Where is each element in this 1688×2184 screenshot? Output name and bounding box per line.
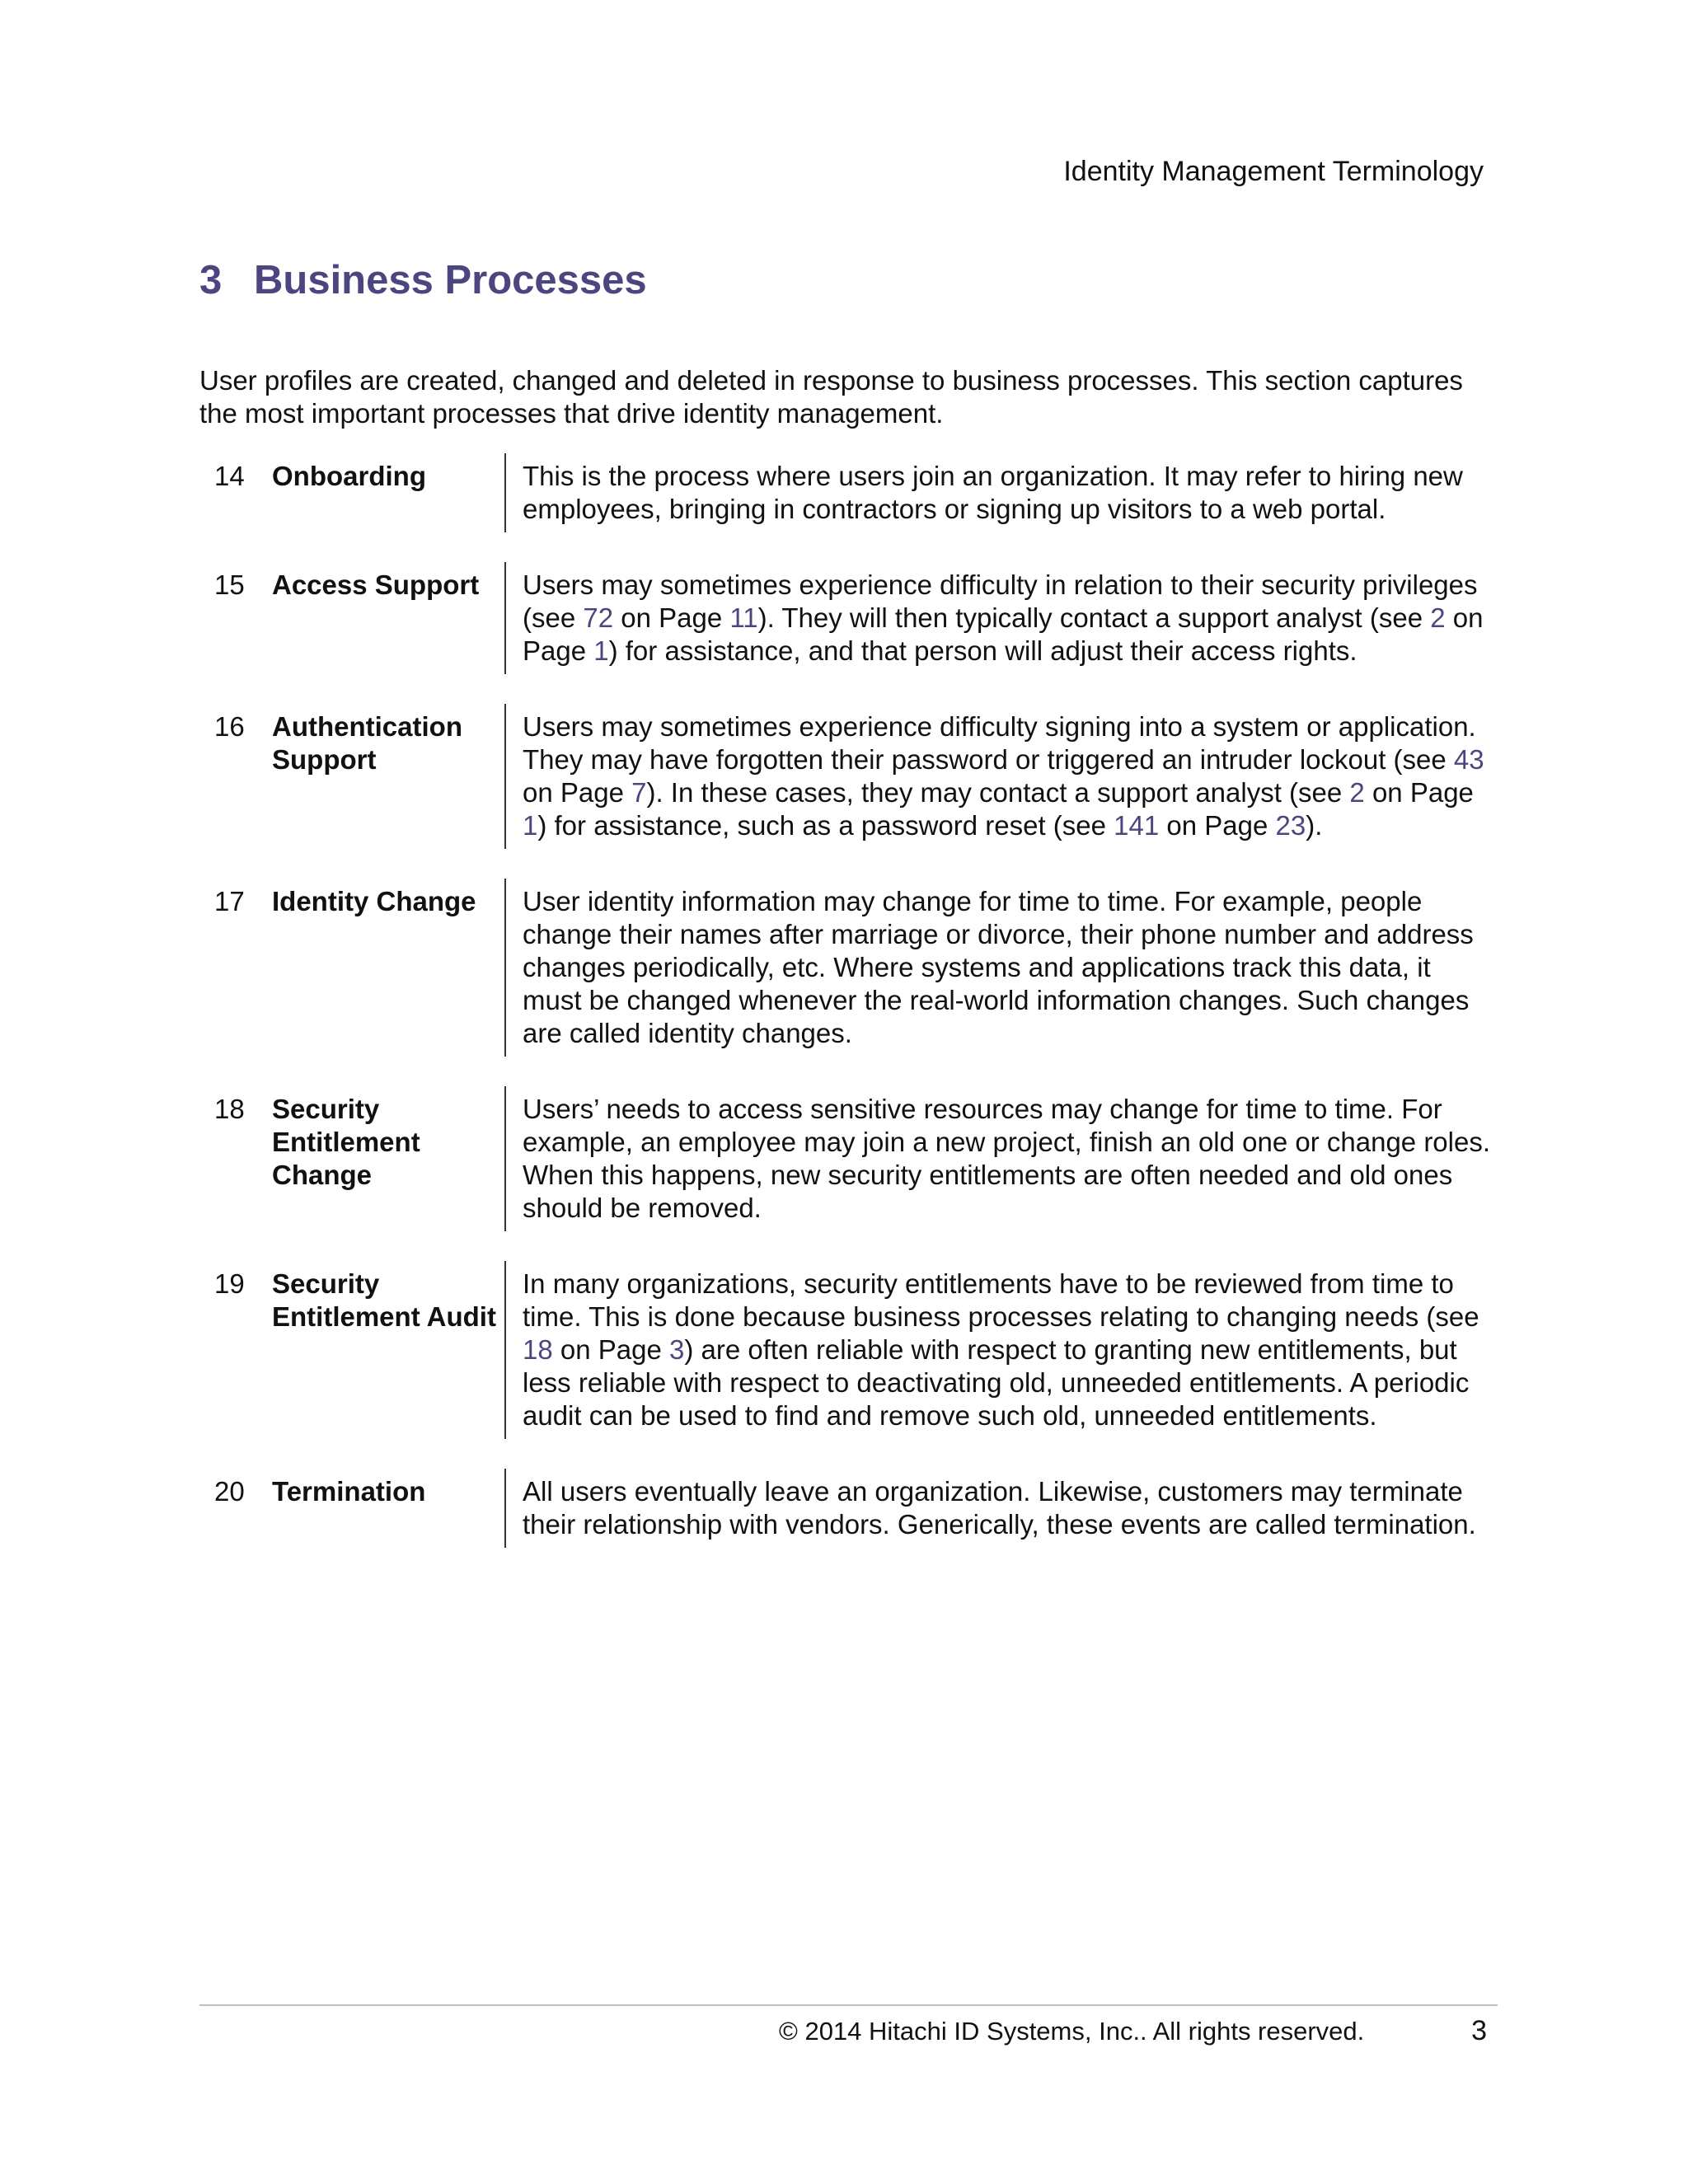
term-entry (199, 1268, 1493, 1439)
term-list (199, 460, 1493, 1584)
definition-text: on Page (1364, 777, 1474, 808)
cross-reference-link[interactable]: 43 (1453, 744, 1484, 775)
term-definition (504, 562, 1493, 674)
term-entry (199, 569, 1493, 674)
section-title (199, 255, 647, 305)
term-definition (504, 1086, 1493, 1231)
cross-reference-link[interactable]: 23 (1275, 810, 1306, 841)
term-definition (504, 704, 1493, 849)
term-name: Identity Change (272, 886, 476, 916)
term-name: Onboarding (272, 461, 426, 491)
term-number: 19 (214, 1268, 245, 1299)
term-number: 14 (214, 461, 245, 491)
cross-reference-link[interactable]: 2 (1430, 602, 1446, 633)
term-name: Security Entitlement Change (272, 1094, 420, 1190)
running-header: Identity Management Terminology (1063, 156, 1484, 187)
definition-text: ) for assistance, such as a password reset (see (537, 810, 1114, 841)
definition-text: on Page (523, 602, 1484, 666)
page-number: 3 (1471, 2015, 1487, 2046)
definition-text: ) are often reliable with respect to granting new entitlements, but less reliable with respect to deactivating old, unneeded entitlements. A periodic audit can be used to find and remove such old, unneeded entitlements. (523, 1334, 1470, 1431)
term-entry (199, 885, 1493, 1057)
term-number: 17 (214, 886, 245, 916)
cross-reference-link[interactable]: 11 (729, 602, 758, 633)
cross-reference-link[interactable]: 1 (523, 810, 538, 841)
term-name: Authentication Support (272, 711, 462, 775)
definition-text: This is the process where users join an organization. It may refer to hiring new employees, bringing in contractors or signing up visitors to a web portal. (523, 461, 1463, 524)
term-name: Termination (272, 1476, 426, 1507)
cross-reference-link[interactable]: 2 (1349, 777, 1365, 808)
cross-reference-link[interactable]: 72 (583, 602, 614, 633)
definition-text: ). They will then typically contact a support analyst (see (757, 602, 1431, 633)
footer-copyright: © 2014 Hitachi ID Systems, Inc.. All rights reserved. (779, 2017, 1365, 2046)
term-definition (504, 1261, 1493, 1439)
term-name: Access Support (272, 569, 480, 600)
section-intro: User profiles are created, changed and deleted in response to business processes. This section captures the most important processes that drive identity management. (199, 365, 1463, 429)
definition-text: on Page (1159, 810, 1276, 841)
term-entry (199, 1093, 1493, 1231)
definition-text: ). (1306, 810, 1323, 841)
definition-text: ). In these cases, they may contact a support analyst (see (646, 777, 1350, 808)
definition-text: on Page (552, 1334, 669, 1365)
cross-reference-link[interactable]: 141 (1114, 810, 1160, 841)
term-definition (504, 879, 1493, 1057)
definition-text: Users’ needs to access sensitive resources may change for time to time. For example, an employee may join a new project, finish an old one or change roles. When this happens, new security entitlements are often needed and old ones should be removed. (523, 1094, 1491, 1223)
cross-reference-link[interactable]: 7 (631, 777, 647, 808)
term-number: 20 (214, 1476, 245, 1507)
term-entry (199, 710, 1493, 849)
term-number: 16 (214, 711, 245, 742)
cross-reference-link[interactable]: 18 (523, 1334, 553, 1365)
definition-text: Users may sometimes experience difficulty signing into a system or application. They may have forgotten their password or triggered an intruder lockout (see (523, 711, 1476, 775)
definition-text: All users eventually leave an organization. Likewise, customers may terminate their relationship with vendors. Generically, these events are called termination. (523, 1476, 1476, 1540)
cross-reference-link[interactable]: 3 (669, 1334, 685, 1365)
definition-text: User identity information may change for time to time. For example, people change their names after marriage or divorce, their phone number and address changes periodically, etc. Where systems and applications track this data, it must be changed whenever the real-world information changes. Such changes are called identity changes. (523, 886, 1474, 1048)
section-title-text: Business Processes (254, 258, 647, 302)
definition-text: on Page (613, 602, 730, 633)
definition-text: ) for assistance, and that person will adjust their access rights. (608, 635, 1357, 666)
term-number: 15 (214, 569, 245, 600)
term-name: Security Entitlement Audit (272, 1268, 496, 1332)
cross-reference-link[interactable]: 1 (593, 635, 609, 666)
term-number: 18 (214, 1094, 245, 1124)
term-entry (199, 1475, 1493, 1548)
definition-text: In many organizations, security entitlements have to be reviewed from time to time. This is done because business processes relating to changing needs (see (523, 1268, 1479, 1332)
term-definition (504, 1469, 1493, 1548)
definition-text: on Page (523, 777, 632, 808)
footer-divider (199, 2004, 1498, 2006)
term-definition (504, 453, 1493, 532)
section-number: 3 (199, 258, 223, 302)
definition-text: Users may sometimes experience difficulty in relation to their security privileges (see (523, 569, 1478, 633)
term-entry (199, 460, 1493, 532)
